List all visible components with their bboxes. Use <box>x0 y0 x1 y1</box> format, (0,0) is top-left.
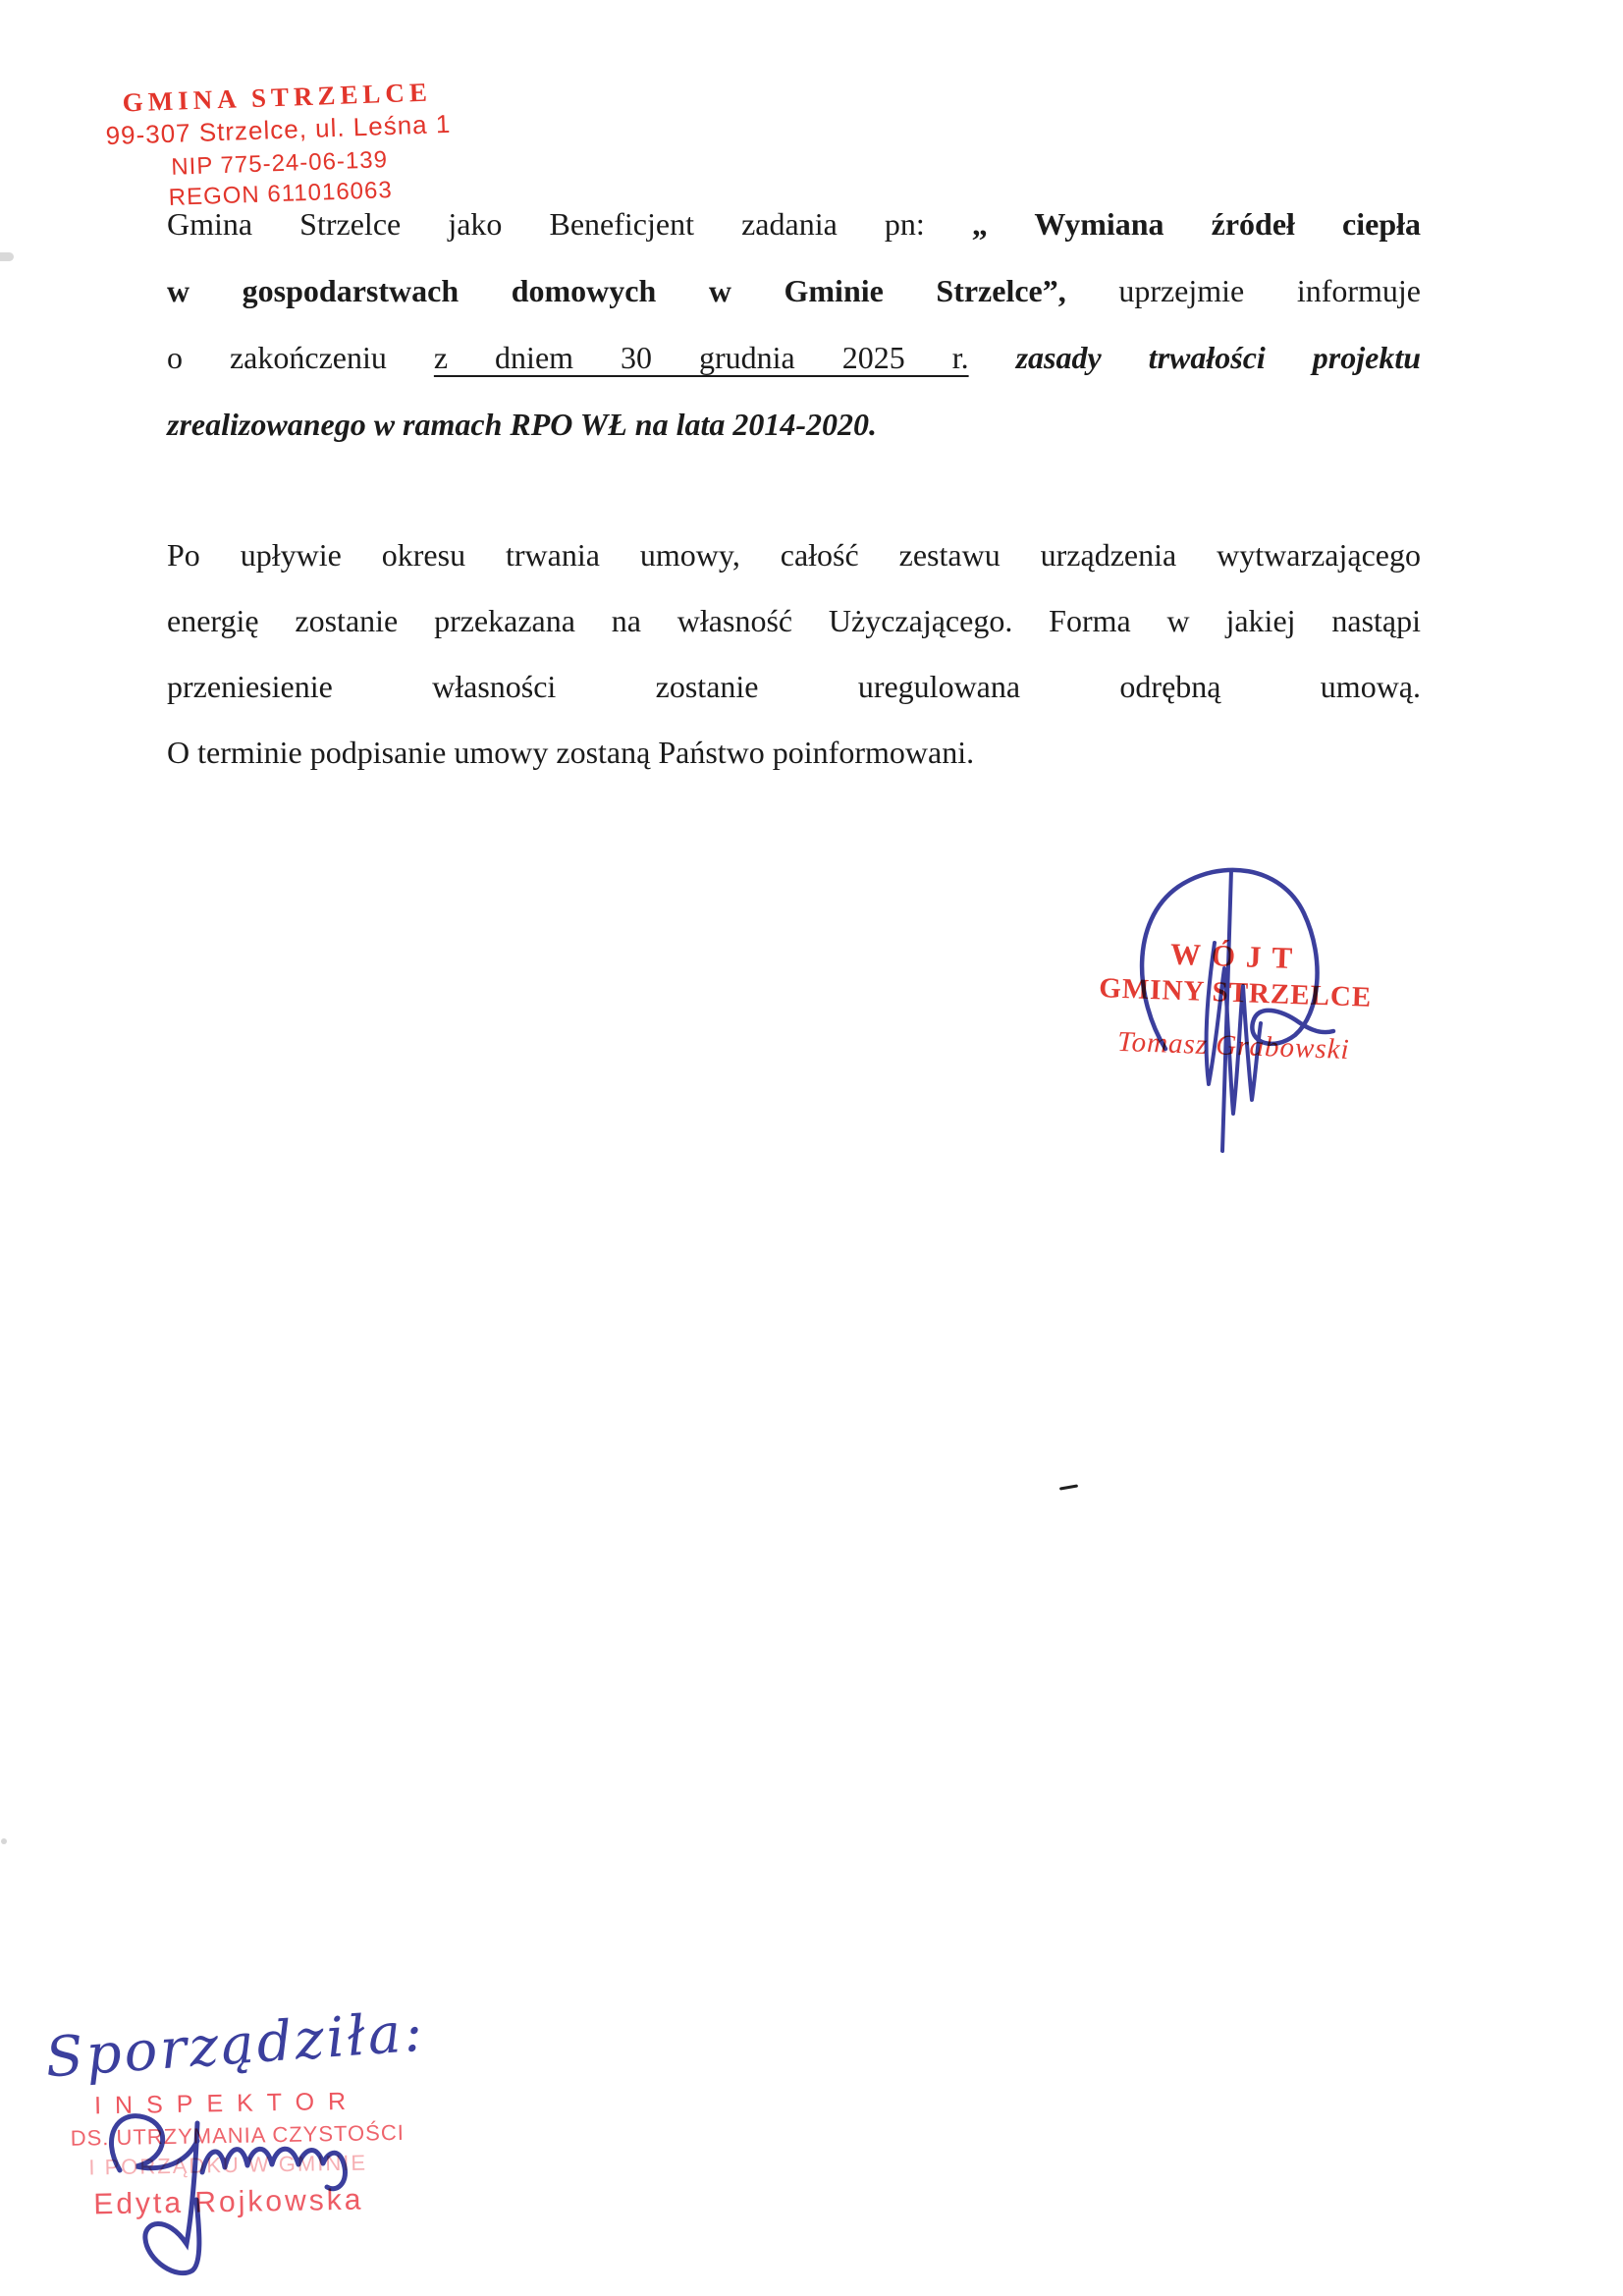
body-text: Po upływie okresu trwania umowy, całość zestawu urządzenia wytwarzającego <box>167 537 1421 573</box>
paragraph-line <box>167 191 1421 257</box>
sender-nip: NIP 775-24-06-139 <box>170 146 389 181</box>
mayor-stamp-name: Tomasz Grabowski <box>1116 1025 1351 1066</box>
inspector-stamp-name: Edyta Rojkowska <box>93 2183 364 2221</box>
mayor-stamp <box>1090 934 1380 1067</box>
body-text-bold: „ Wymiana źródeł ciepła <box>971 206 1422 242</box>
paragraph-line <box>167 654 1421 720</box>
mayor-stamp-title: WÓJT <box>1169 936 1304 976</box>
body-text: uprzejmie informuje <box>1065 273 1421 308</box>
body-text-bold-italic: zrealizowanego w ramach RPO WŁ na lata 2014-2020. <box>167 407 878 442</box>
paragraph-line <box>167 391 1421 458</box>
paragraph-line <box>167 257 1421 324</box>
paragraph-line <box>167 522 1421 588</box>
paragraph-line <box>167 324 1421 391</box>
handwritten-preparer-label: Sporządziła: <box>43 1999 428 2091</box>
scan-dash-artifact <box>1059 1484 1078 1490</box>
inspector-stamp-line3: I PORZĄDKU W GMINIE <box>88 2150 368 2180</box>
body-text-bold-italic: zasady trwałości projektu <box>968 340 1422 375</box>
paragraph-project-closure <box>167 191 1421 458</box>
sender-regon: REGON 611016063 <box>168 176 394 211</box>
inspector-stamp <box>70 2087 406 2222</box>
paragraph-line <box>167 588 1421 654</box>
inspector-stamp-title: INSPEKTOR <box>93 2087 360 2120</box>
mayor-stamp-org: GMINY STRZELCE <box>1098 972 1373 1013</box>
body-text-bold: w gospodarstwach domowych w Gminie Strzelce”, <box>167 273 1066 308</box>
body-text: energię zostanie przekazana na własność Użyczającego. Forma w jakiej nastąpi <box>167 603 1421 638</box>
body-text: O terminie podpisanie umowy zostaną Państwo poinformowani. <box>167 735 975 770</box>
scan-edge-mark <box>1 1838 7 1844</box>
sender-address: 99-307 Strzelce, ul. Leśna 1 <box>105 108 452 151</box>
body-text-underlined-date: z dniem 30 grudnia 2025 r. <box>433 340 969 375</box>
body-text: przeniesienie własności zostanie uregulowana odrębną umową. <box>167 669 1421 704</box>
paragraph-ownership-transfer <box>167 522 1421 786</box>
paragraph-line <box>167 720 1421 786</box>
body-text: o zakończeniu <box>167 340 434 375</box>
sender-name: GMINA STRZELCE <box>122 77 433 118</box>
scan-edge-mark <box>0 252 14 261</box>
body-text: Gmina Strzelce jako Beneficjent zadania pn: <box>167 206 972 242</box>
inspector-stamp-line2: DS. UTRZYMANIA CZYSTOŚCI <box>70 2119 406 2151</box>
